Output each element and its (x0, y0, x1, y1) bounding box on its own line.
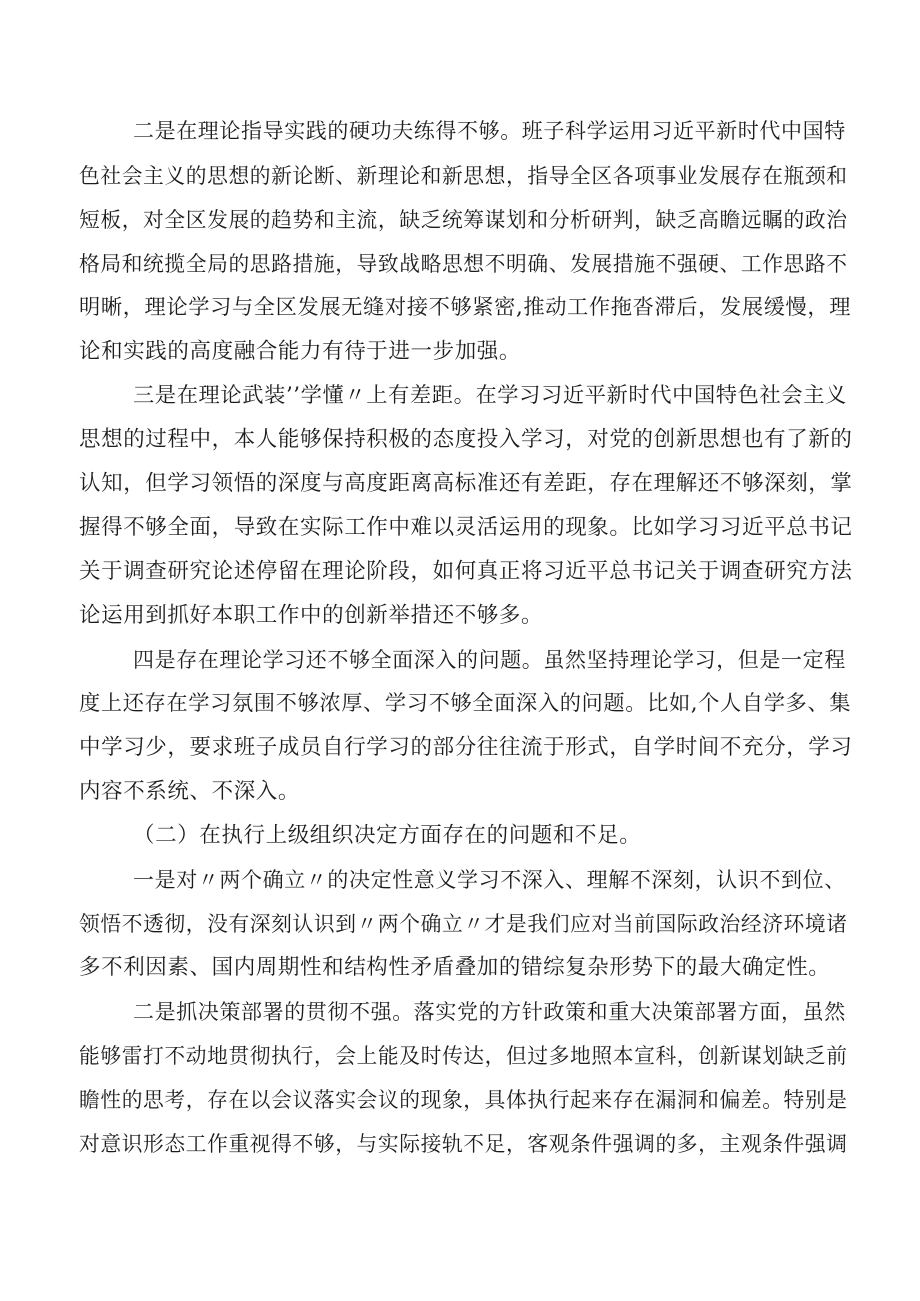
section-heading: （二）在执行上级组织决定方面存在的问题和不足。 (133, 823, 642, 848)
paragraph-line: 论运用到抓好本职工作中的创新举措还不够多。 (79, 603, 544, 628)
paragraph-line: 中学习少，要求班子成员自行学习的部分往往流于形式，自学时间不充分，学习 (79, 735, 853, 760)
paragraph-line: 握得不够全面，导致在实际工作中难以灵活运用的现象。比如学习习近平总书记 (79, 515, 853, 540)
paragraph-line: 四是存在理论学习还不够全面深入的问题。虽然坚持理论学习，但是一定程 (133, 648, 846, 672)
paragraph-line: 认知，但学习领悟的深度与高度距离高标准还有差距，存在理解还不够深刻，掌 (79, 471, 853, 496)
paragraph-line: 瞻性的思考，存在以会议落实会议的现象，具体执行起来存在漏洞和偏差。特别是 (79, 1088, 848, 1112)
paragraph-line: 短板，对全区发展的趋势和主流，缺乏统筹谋划和分析研判，缺乏高瞻远瞩的政治 (79, 208, 848, 232)
paragraph-line: 格局和统揽全局的思路措施，导致战略思想不明确、发展措施不强硬、工作思路不 (79, 252, 848, 276)
paragraph-line: 领悟不透彻，没有深刻认识到〃两个确立〃才是我们应对当前国际政治经济环境诸 (79, 912, 848, 936)
paragraph-line: 关于调查研究论述停留在理论阶段，如何真正将习近平总书记关于调查研究方法 (79, 559, 853, 584)
paragraph-line: 一是对〃两个确立〃的决定性意义学习不深入、理解不深刻，认识不到位、 (133, 868, 846, 892)
paragraph-line: 思想的过程中，本人能够保持积极的态度投入学习，对党的创新思想也有了新的 (79, 427, 853, 452)
paragraph-line: 多不利因素、国内周期性和结构性矛盾叠加的错综复杂形势下的最大确定性。 (79, 955, 831, 980)
paragraph-line: 二是在理论指导实践的硬功夫练得不够。班子科学运用习近平新时代中国特 (133, 119, 846, 143)
paragraph-line: 对意识形态工作重视得不够，与实际接轨不足，客观条件强调的多，主观条件强调 (79, 1132, 848, 1156)
paragraph-line: 二是抓决策部署的贯彻不强。落实党的方针政策和重大决策部署方面，虽然 (133, 1000, 846, 1024)
paragraph-line: 三是在理论武装’’学懂〃上有差距。在学习习近平新时代中国特色社会主义 (133, 383, 847, 408)
paragraph-line: 能够雷打不动地贯彻执行，会上能及时传达，但过多地照本宣科，创新谋划缺乏前 (79, 1044, 848, 1068)
paragraph-line: 明晰，理论学习与全区发展无缝对接不够紧密,推动工作拖沓滞后，发展缓慢，理 (79, 295, 852, 320)
paragraph-line: 内容不系统、不深入。 (79, 779, 301, 804)
paragraph-line: 度上还存在学习氛围不够浓厚、学习不够全面深入的问题。比如,个人自学多、集 (79, 691, 852, 716)
paragraph-line: 论和实践的高度融合能力有待于进一步加强。 (79, 339, 522, 364)
paragraph-line: 色社会主义的思想的新论断、新理论和新思想，指导全区各项事业发展存在瓶颈和 (79, 164, 848, 188)
